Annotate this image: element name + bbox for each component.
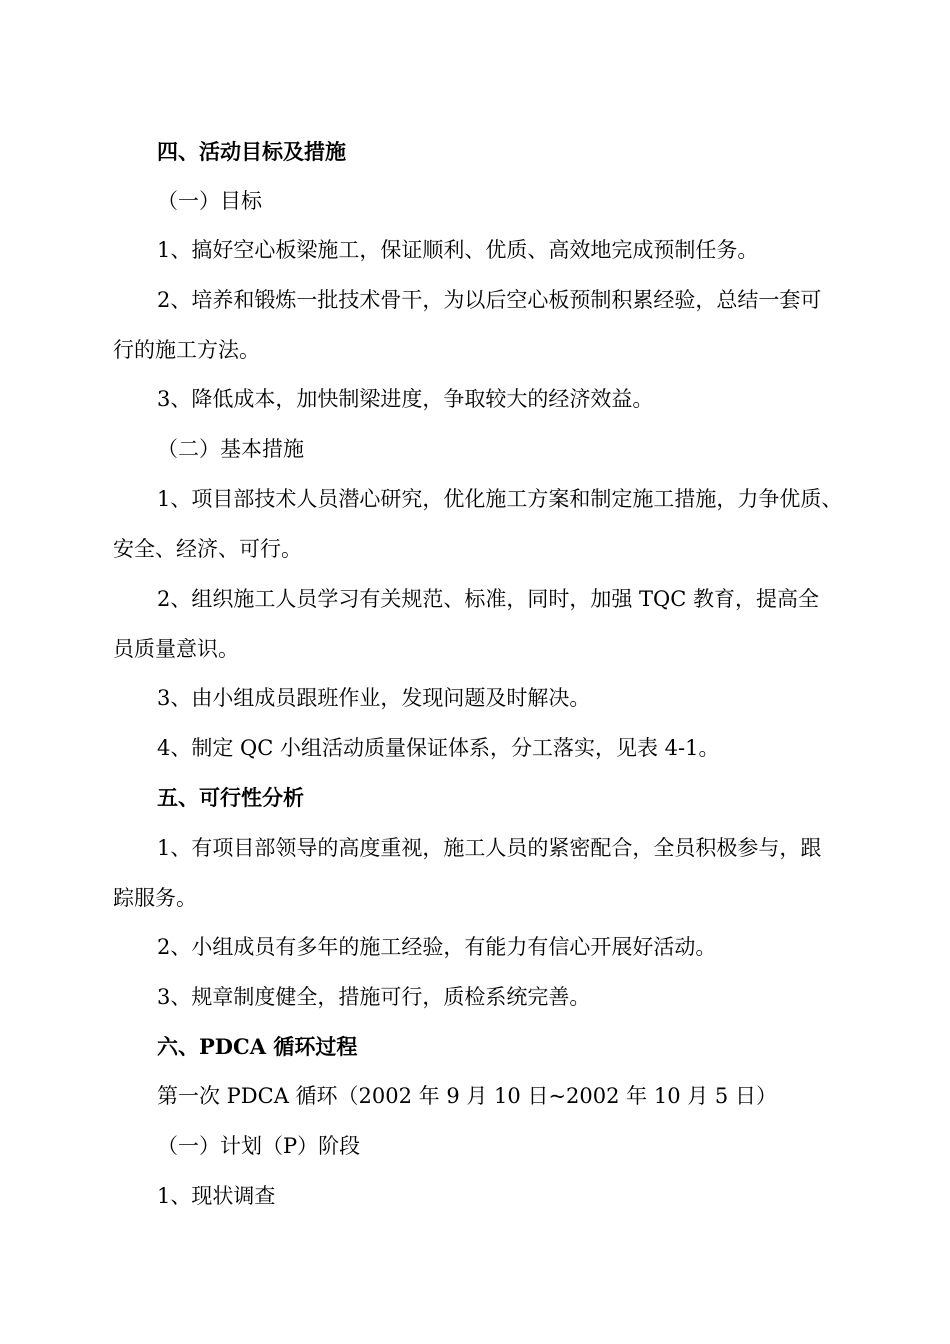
section-heading-4: 四、活动目标及措施 <box>157 139 346 164</box>
paragraph-line: 4、制定 QC 小组活动质量保证体系，分工落实，见表 4-1。 <box>157 736 720 760</box>
paragraph-line: 安全、经济、可行。 <box>113 537 302 561</box>
section-heading-5: 五、可行性分析 <box>157 785 304 810</box>
paragraph-line: 2、培养和锻炼一批技术骨干，为以后空心板预制积累经验，总结一套可 <box>157 288 822 312</box>
paragraph-line: 3、降低成本，加快制梁进度，争取较大的经济效益。 <box>157 387 654 411</box>
paragraph-line: 1、项目部技术人员潜心研究，优化施工方案和制定施工措施，力争优质、 <box>157 487 843 511</box>
paragraph-line: 行的施工方法。 <box>113 338 260 362</box>
paragraph-line: 1、有项目部领导的高度重视，施工人员的紧密配合，全员积极参与，跟 <box>157 836 822 860</box>
subheading-goals: （一）目标 <box>157 189 262 213</box>
paragraph-line: 第一次 PDCA 循环（2002 年 9 月 10 日~2002 年 10 月 5 日） <box>157 1084 777 1108</box>
paragraph-line: 1、现状调查 <box>157 1184 276 1208</box>
subheading-measures: （二）基本措施 <box>157 437 304 461</box>
paragraph-line: 员质量意识。 <box>113 637 239 661</box>
paragraph-line: 3、由小组成员跟班作业，发现问题及时解决。 <box>157 686 591 710</box>
paragraph-line: 2、组织施工人员学习有关规范、标准，同时，加强 TQC 教育，提高全 <box>157 587 819 611</box>
section-heading-6: 六、PDCA 循环过程 <box>157 1034 358 1059</box>
paragraph-line: 2、小组成员有多年的施工经验，有能力有信心开展好活动。 <box>157 935 717 959</box>
paragraph-line: 1、搞好空心板梁施工，保证顺利、优质、高效地完成预制任务。 <box>157 238 759 262</box>
subheading-plan-phase: （一）计划（P）阶段 <box>157 1134 361 1158</box>
paragraph-line: 3、规章制度健全，措施可行，质检系统完善。 <box>157 985 591 1009</box>
paragraph-line: 踪服务。 <box>113 886 197 910</box>
